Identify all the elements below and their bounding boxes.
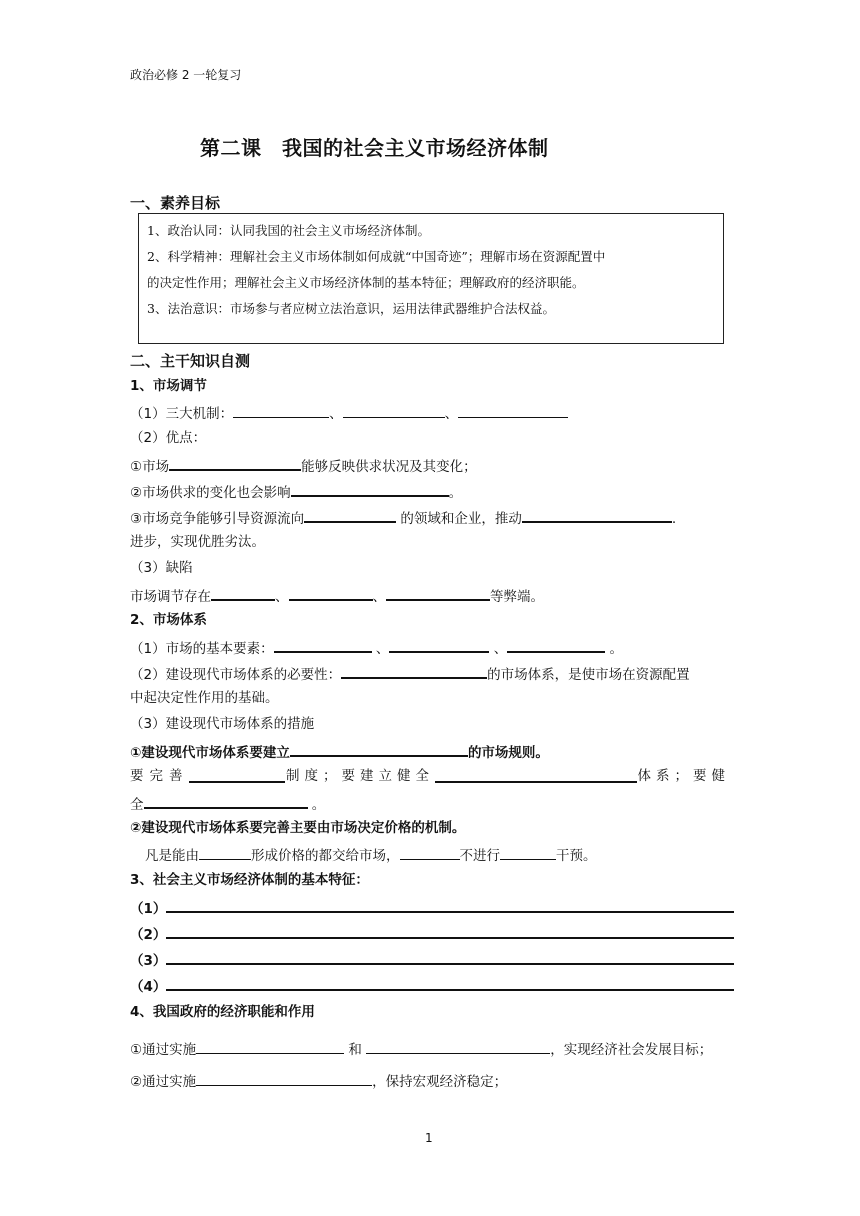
text: 。	[307, 797, 326, 813]
blank[interactable]	[211, 584, 275, 601]
text: 要完善	[130, 768, 189, 784]
text: （1）	[130, 901, 167, 917]
blank[interactable]	[274, 636, 372, 653]
text: 形成价格的都交给市场，	[251, 848, 400, 864]
text: 的市场规则。	[467, 745, 549, 761]
text: 凡是能由	[145, 848, 199, 864]
advantage-a-line	[130, 454, 477, 477]
function-a-line	[130, 1038, 712, 1060]
subheading-government-functions: 4、我国政府的经济职能和作用	[130, 1004, 315, 1020]
measure-a-line	[130, 740, 549, 763]
text: （4）	[130, 979, 167, 995]
necessity-line	[130, 662, 690, 685]
blank[interactable]	[289, 584, 373, 601]
feature-item-1	[130, 896, 734, 919]
text: 和	[348, 1042, 362, 1058]
measure-d-line	[145, 844, 597, 866]
text: ②市场供求的变化也会影响	[130, 485, 291, 501]
measure-b-line	[130, 766, 730, 786]
blank[interactable]	[304, 506, 396, 523]
blank[interactable]	[199, 844, 251, 860]
blank[interactable]	[458, 402, 568, 418]
blank[interactable]	[500, 844, 556, 860]
answer-line[interactable]	[166, 974, 734, 991]
defects-line	[130, 584, 544, 607]
text: 的市场体系，是使市场在资源配置	[487, 667, 690, 683]
feature-item-4	[130, 974, 734, 997]
subheading-market-regulation: 1、市场调节	[130, 378, 207, 394]
goal-line-2: 2、科学精神：理解社会主义市场体制如何成就“中国奇迹”；理解市场在资源配置中	[147, 249, 606, 264]
necessity-continued: 中起决定性作用的基础。	[130, 690, 279, 706]
blank[interactable]	[386, 584, 490, 601]
section-heading-selftest: 二、主干知识自测	[130, 352, 251, 370]
blank[interactable]	[507, 636, 605, 653]
blank[interactable]	[189, 766, 285, 783]
section-heading-goals: 一、素养目标	[130, 194, 221, 212]
blank[interactable]	[366, 1038, 550, 1054]
page-number: 1	[425, 1131, 433, 1145]
separator: 、	[493, 641, 508, 657]
text: 。	[605, 641, 623, 657]
text: 不进行	[459, 848, 500, 864]
goal-line-4: 3、法治意识：市场参与者应树立法治意识，运用法律武器维护合法权益。	[147, 301, 555, 316]
advantage-c-line	[130, 506, 676, 529]
text: ，实现经济社会发展目标；	[550, 1042, 713, 1058]
subheading-basic-features: 3、社会主义市场经济体制的基本特征：	[130, 872, 369, 888]
separator: 、	[444, 406, 459, 422]
text: ①通过实施	[130, 1042, 197, 1058]
blank[interactable]	[389, 636, 489, 653]
function-b-line	[130, 1070, 507, 1092]
separator: 、	[375, 641, 390, 657]
text: 。	[448, 485, 463, 501]
text: 等弊端。	[490, 589, 544, 605]
separator: 、	[275, 589, 289, 605]
text: ，保持宏观经济稳定；	[372, 1074, 508, 1090]
feature-item-3	[130, 948, 734, 971]
text: ③市场竞争能够引导资源流向	[130, 511, 305, 527]
separator: 、	[329, 406, 343, 422]
text: （2）	[130, 927, 167, 943]
goal-line-3: 的决定性作用；理解社会主义市场经济体制的基本特征；理解政府的经济职能。	[147, 275, 585, 290]
text: 的领域和企业，推动	[396, 511, 522, 527]
feature-item-2	[130, 922, 734, 945]
blank[interactable]	[522, 506, 672, 523]
text: 制度；要建立健全	[286, 768, 434, 784]
text: （3）	[130, 953, 167, 969]
blank[interactable]	[196, 1038, 344, 1054]
advantages-label: （2）优点：	[130, 430, 207, 446]
measure-b-continued	[130, 792, 325, 815]
answer-line[interactable]	[166, 948, 734, 965]
answer-line[interactable]	[166, 922, 734, 939]
text: ②通过实施	[130, 1074, 197, 1090]
blank[interactable]	[343, 402, 445, 418]
advantage-b-line	[130, 480, 462, 503]
text: （2）建设现代市场体系的必要性：	[130, 667, 342, 683]
blank[interactable]	[144, 792, 308, 809]
text: ①建设现代市场体系要建立	[130, 745, 290, 761]
blank[interactable]	[169, 454, 301, 471]
text: 全	[130, 797, 144, 813]
blank[interactable]	[233, 402, 329, 418]
blank[interactable]	[341, 662, 487, 679]
blank[interactable]	[196, 1070, 372, 1086]
page-title: 第二课 我国的社会主义市场经济体制	[200, 136, 549, 160]
answer-line[interactable]	[166, 896, 734, 913]
defects-label: （3）缺陷	[130, 560, 193, 576]
text: 体系；要健	[637, 768, 730, 784]
three-mechanisms-label: （1）三大机制：	[130, 406, 234, 422]
text: 市场调节存在	[130, 589, 211, 605]
text: （1）市场的基本要素：	[130, 641, 274, 657]
running-header: 政治必修 2 一轮复习	[130, 68, 242, 82]
separator: 、	[372, 589, 386, 605]
text: ①市场	[130, 459, 170, 475]
advantage-c-continued: 进步，实现优胜劣汰。	[130, 534, 265, 550]
text: 能够反映供求状况及其变化；	[301, 459, 477, 475]
measure-c-line: ②建设现代市场体系要完善主要由市场决定价格的机制。	[130, 820, 466, 836]
text: .	[671, 511, 677, 527]
text: 干预。	[556, 848, 597, 864]
three-mechanisms-line	[130, 402, 568, 424]
blank[interactable]	[290, 740, 468, 757]
blank[interactable]	[400, 844, 460, 860]
blank[interactable]	[291, 480, 449, 497]
subheading-market-system: 2、市场体系	[130, 612, 207, 628]
basic-elements-line	[130, 636, 623, 659]
measures-label: （3）建设现代市场体系的措施	[130, 716, 315, 732]
goal-line-1: 1、政治认同：认同我国的社会主义市场经济体制。	[147, 223, 430, 238]
blank[interactable]	[435, 766, 637, 783]
goals-box	[138, 213, 724, 344]
